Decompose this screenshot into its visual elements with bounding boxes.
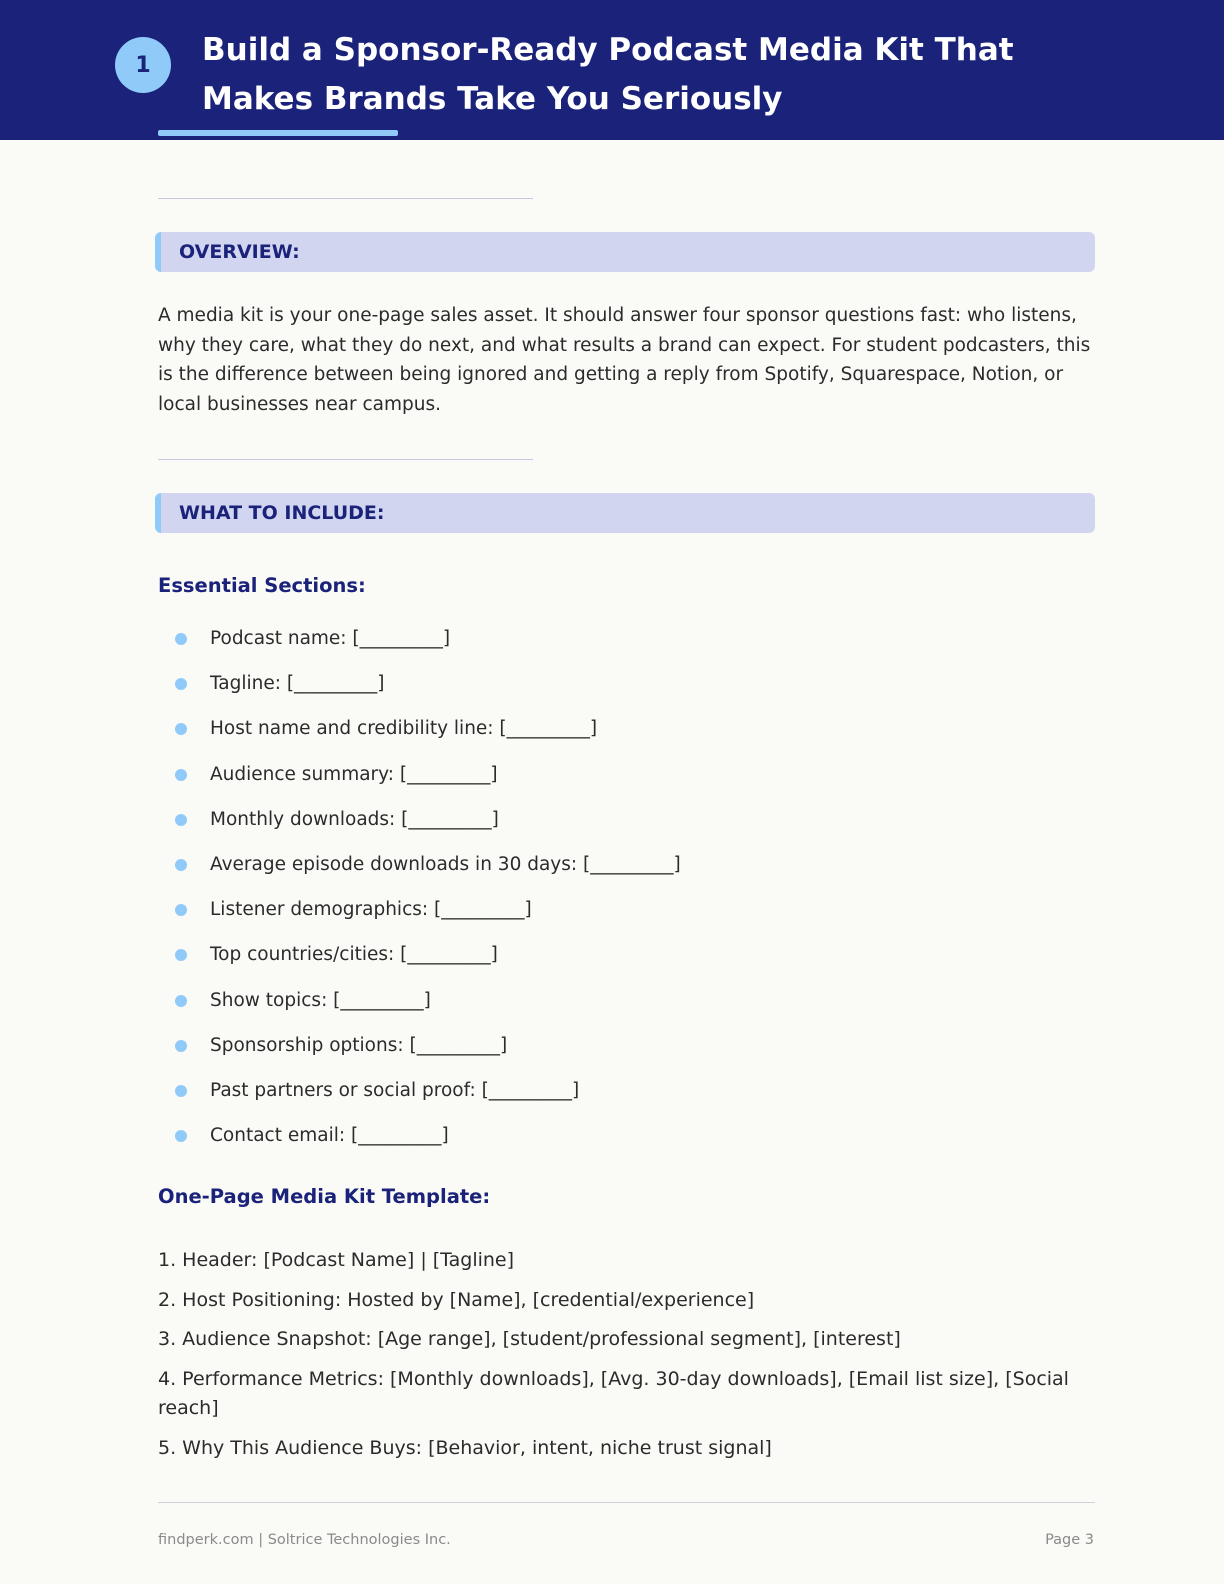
page-number: Page 3 bbox=[1045, 1532, 1094, 1548]
page-header bbox=[0, 0, 1224, 140]
bullet-icon bbox=[175, 814, 187, 826]
footer-company: findperk.com | Soltrice Technologies Inc. bbox=[158, 1532, 451, 1548]
bullet-icon bbox=[175, 1085, 187, 1097]
bullet-icon bbox=[175, 678, 187, 690]
list-item: Host name and credibility line: [_________] bbox=[175, 717, 1075, 762]
template-list bbox=[158, 1246, 1088, 1473]
overview-text: A media kit is your one-page sales asset. It should answer four sponsor questions fast: who listens, why they care, what they do next, and what results a brand can expect. For student podcasters, this is the difference between being ignored and getting a reply from Spotify, Squarespace, Notion, or local businesses near campus. bbox=[158, 305, 1091, 415]
bullet-icon bbox=[175, 904, 187, 916]
overview-heading: OVERVIEW: bbox=[155, 232, 1095, 272]
section-number-badge: 1 bbox=[115, 37, 171, 93]
bullet-icon bbox=[175, 995, 187, 1007]
list-item: 1. Header: [Podcast Name] | [Tagline] bbox=[158, 1249, 515, 1271]
list-item: 3. Audience Snapshot: [Age range], [student/professional segment], [interest] bbox=[158, 1328, 901, 1350]
include-heading: WHAT TO INCLUDE: bbox=[155, 493, 1095, 533]
title-underline bbox=[158, 130, 398, 136]
bullet-icon bbox=[175, 859, 187, 871]
list-item: Show topics: [_________] bbox=[175, 989, 1075, 1034]
divider bbox=[158, 198, 533, 199]
list-item: 2. Host Positioning: Hosted by [Name], [credential/experience] bbox=[158, 1288, 755, 1311]
bullet-icon bbox=[175, 723, 187, 735]
list-item: Past partners or social proof: [_________] bbox=[175, 1079, 1075, 1124]
divider bbox=[158, 459, 533, 460]
list-item: Tagline: [_________] bbox=[175, 672, 1075, 717]
bullet-icon bbox=[175, 633, 187, 645]
list-item: Podcast name: [_________] bbox=[175, 627, 1075, 672]
list-item: 4. Performance Metrics: [Monthly downloads], [Avg. 30-day downloads], [Email list size], [Social reach] bbox=[158, 1367, 1069, 1419]
page-title: Build a Sponsor-Ready Podcast Media Kit That Makes Brands Take You Seriously bbox=[202, 32, 1014, 117]
list-item: Average episode downloads in 30 days: [_________] bbox=[175, 853, 1075, 898]
list-item: Listener demographics: [_________] bbox=[175, 898, 1075, 943]
list-item: Audience summary: [_________] bbox=[175, 763, 1075, 808]
list-item: Contact email: [_________] bbox=[175, 1124, 1075, 1169]
list-item: Monthly downloads: [_________] bbox=[175, 808, 1075, 853]
bullet-icon bbox=[175, 1130, 187, 1142]
essential-sections-list bbox=[175, 627, 1075, 1169]
bullet-icon bbox=[175, 769, 187, 781]
list-item: 5. Why This Audience Buys: [Behavior, intent, niche trust signal] bbox=[158, 1436, 772, 1459]
bullet-icon bbox=[175, 1040, 187, 1052]
list-item: Sponsorship options: [_________] bbox=[175, 1034, 1075, 1079]
template-heading: One-Page Media Kit Template: bbox=[158, 1185, 491, 1208]
bullet-icon bbox=[175, 949, 187, 961]
essential-sections-heading: Essential Sections: bbox=[158, 574, 366, 597]
list-item: Top countries/cities: [_________] bbox=[175, 943, 1075, 988]
footer-divider bbox=[158, 1502, 1095, 1503]
